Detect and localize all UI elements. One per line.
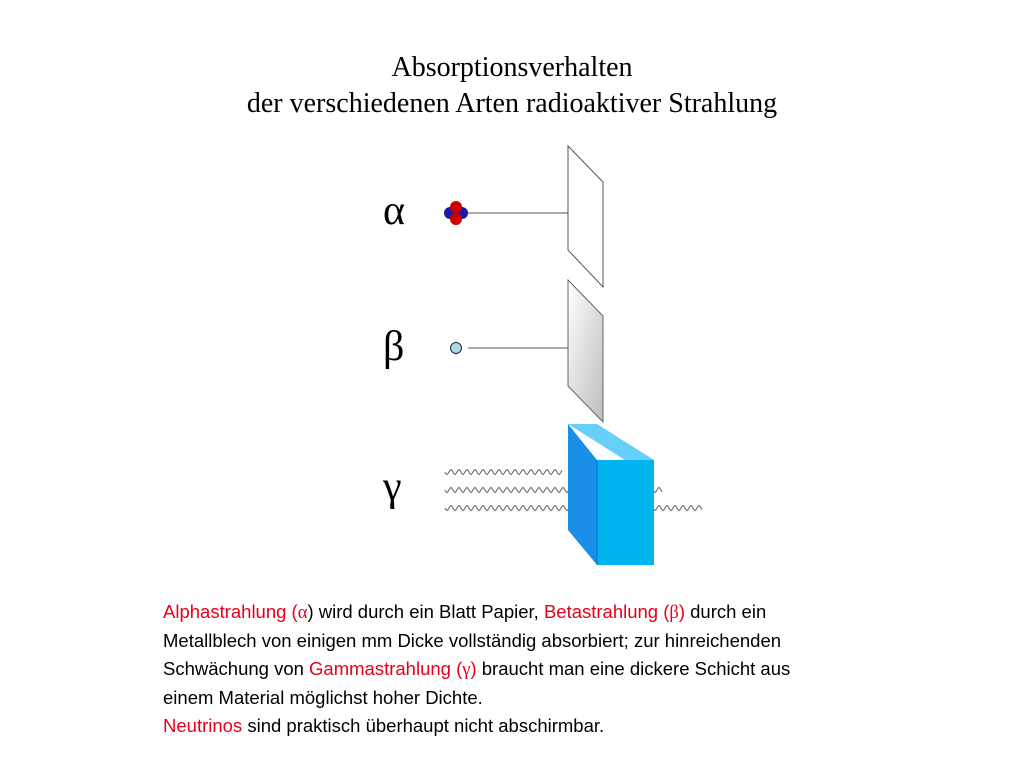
gamma-wave-1 xyxy=(445,470,562,475)
caption-line-4: einem Material möglichst hoher Dichte. xyxy=(163,687,483,708)
caption-line-3: Schwächung von Gammastrahlung (γ) braucht man eine dickere Schicht aus xyxy=(163,658,791,680)
gamma-symbol: γ xyxy=(383,464,402,510)
paper-sheet xyxy=(568,146,603,287)
alpha-symbol: α xyxy=(383,188,406,234)
metal-sheet xyxy=(568,280,603,422)
beta-symbol: β xyxy=(383,324,405,370)
caption-line-2: Metallblech von einigen mm Dicke vollständig absorbiert; zur hinreichenden xyxy=(163,630,782,651)
beta-particle-icon xyxy=(451,343,462,354)
caption-line-5: Neutrinos sind praktisch überhaupt nicht abschirmbar. xyxy=(163,715,605,736)
absorber-block-front xyxy=(597,460,654,565)
gammastrahlung-term: Gammastrahlung (γ) xyxy=(309,658,477,680)
neutrinos-term: Neutrinos xyxy=(163,715,243,736)
betastrahlung-term: Betastrahlung (β) xyxy=(543,601,685,623)
title-line-2: der verschiedenen Arten radioaktiver Strahlung xyxy=(246,88,778,119)
alpha-particle-icon xyxy=(444,201,468,225)
alphastrahlung-term: Alphastrahlung (α) wird durch ein Blatt Papier, xyxy=(163,601,544,623)
absorber-block-side xyxy=(568,424,597,565)
caption-line-1: Alphastrahlung (α) wird durch ein Blatt Papier, Betastrahlung (β) durch ein xyxy=(163,601,767,623)
caption xyxy=(163,598,963,740)
absorber-block xyxy=(568,424,654,565)
title-line-1: Absorptionsverhalten xyxy=(391,52,633,83)
